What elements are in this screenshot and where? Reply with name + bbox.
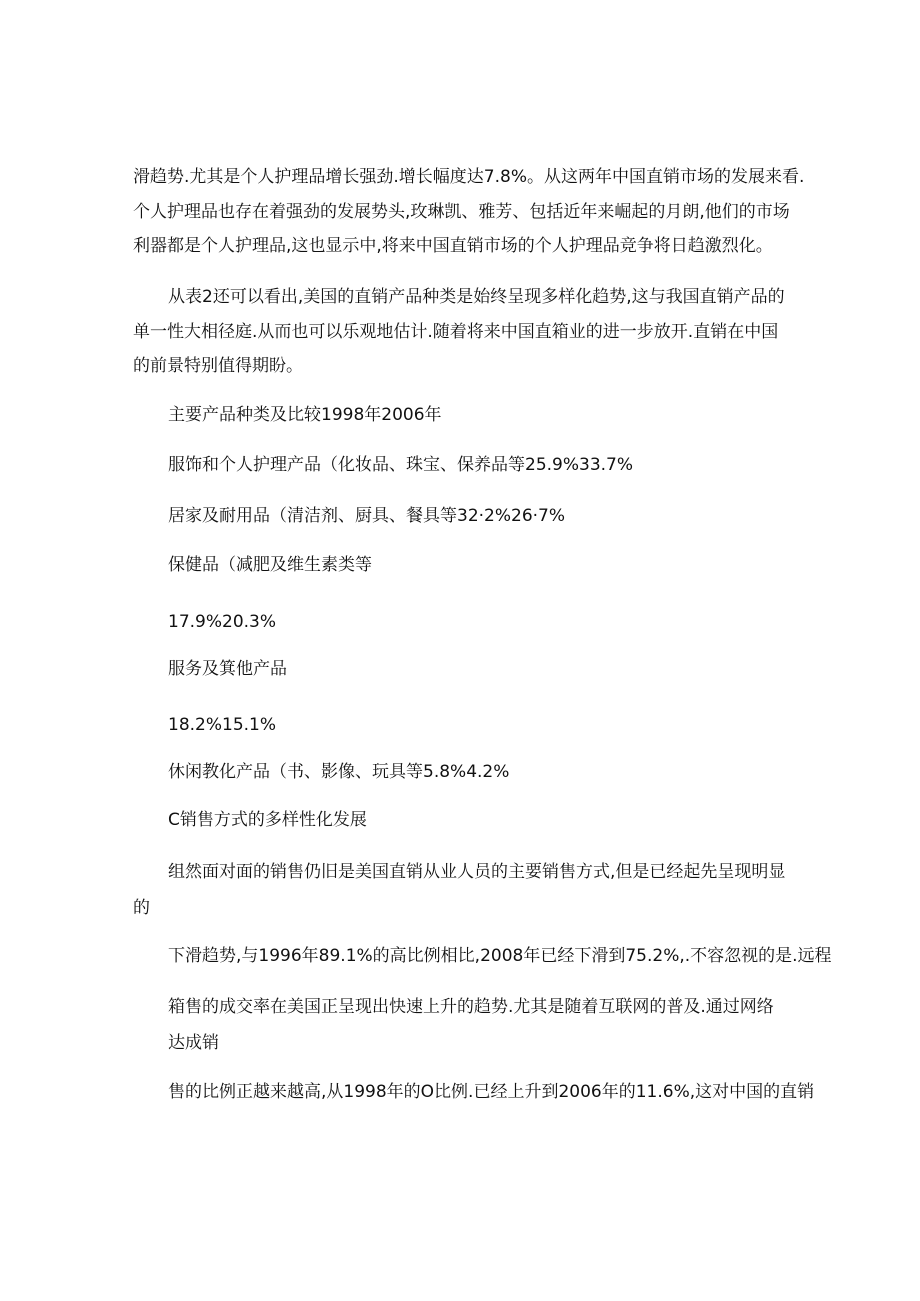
table-header: 主要产品种类及比较1998年2006年 — [168, 405, 442, 425]
table-row-health-label: 保健品（减肥及维生素类等 — [168, 555, 372, 575]
table-row-services-label: 服务及箕他产品 — [168, 659, 287, 679]
paragraph-3-line-1-continued: 的 — [133, 898, 150, 918]
paragraph-3-line-2: 下滑趋势,与1996年89.1%的高比例相比,2008年已经下滑到75.2%,.不容忽视的是.远程 — [168, 946, 832, 966]
paragraph-2-line-1: 从表2还可以看出,美国的直销产品种类是始终呈现多样化趋势,这与我国直销产品的 — [168, 287, 785, 307]
paragraph-2-line-3: 的前景特别值得期盼。 — [133, 356, 303, 376]
table-row-health-values: 17.9%20.3% — [168, 612, 277, 632]
paragraph-1-line-1: 滑趋势.尤其是个人护理品增长强劲.增长幅度达7.8%。从这两年中国直销市场的发展来看. — [133, 167, 805, 187]
table-row-household: 居家及耐用品（清洁剂、厨具、餐具等32·2%26·7% — [168, 506, 566, 526]
section-heading: C销售方式的多样性化发展 — [168, 810, 367, 830]
paragraph-3-line-1: 组然面对面的销售仍旧是美国直销从业人员的主要销售方式,但是已经起先呈现明显 — [168, 862, 786, 882]
paragraph-3-line-4: 售的比例正越来越高,从1998年的O比例.已经上升到2006年的11.6%,这对中国的直销 — [168, 1082, 815, 1102]
table-row-services-values: 18.2%15.1% — [168, 715, 277, 735]
paragraph-3-line-3-continued: 达成销 — [168, 1033, 219, 1053]
paragraph-1-line-3: 利器都是个人护理品,这也显示中,将来中国直销市场的个人护理品竞争将日趋激烈化。 — [133, 236, 773, 256]
table-row-leisure: 休闲教化产品（书、影像、玩具等5.8%4.2% — [168, 762, 510, 782]
paragraph-1-line-2: 个人护理品也存在着强劲的发展势头,玫琳凯、雅芳、包括近年来崛起的月朗,他们的市场 — [133, 202, 790, 222]
table-row-apparel: 服饰和个人护理产品（化妆品、珠宝、保养品等25.9%33.7% — [168, 455, 634, 475]
paragraph-2-line-2: 单一性大相径庭.从而也可以乐观地估计.随着将来中国直箱业的进一步放开.直销在中国 — [133, 322, 779, 342]
paragraph-3-line-3: 箱售的成交率在美国正呈现出快速上升的趋势.尤其是随着互联网的普及.通过网络 — [168, 997, 774, 1017]
